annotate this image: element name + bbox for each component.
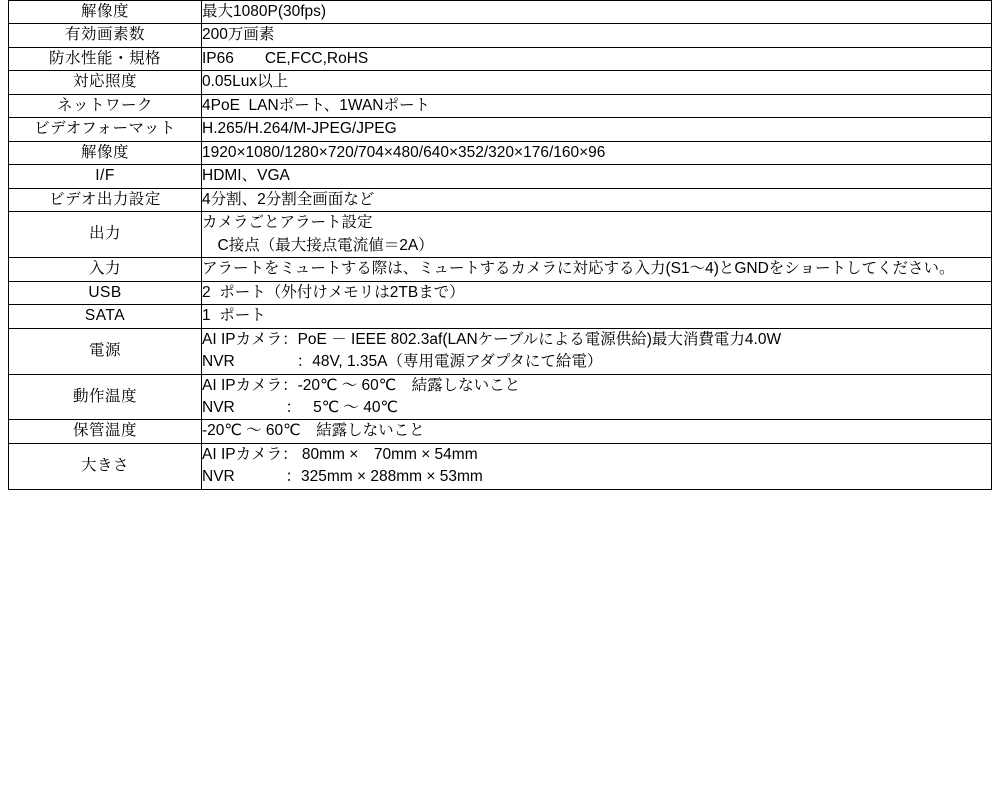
row-value — [202, 1, 992, 24]
row-label: 防水性能・規格 — [9, 47, 202, 70]
table-row — [9, 165, 992, 188]
table-row — [9, 328, 992, 374]
row-label: 入力 — [9, 258, 202, 281]
row-value — [202, 24, 992, 47]
row-value — [202, 141, 992, 164]
table-row — [9, 94, 992, 117]
row-value — [202, 118, 992, 141]
value-line: 200万画素 — [202, 26, 275, 44]
value-line: NVR ： 5℃ 〜 40℃ — [202, 398, 398, 416]
row-label: 動作温度 — [9, 374, 202, 420]
row-label: 保管温度 — [9, 420, 202, 443]
row-label: USB — [9, 281, 202, 304]
value-line: 0.05Lux以上 — [202, 73, 289, 91]
value-line: 4PoE LANポート、1WANポート — [202, 96, 430, 114]
value-line: AI IPカメラ： 80mm × 70mm × 54mm — [202, 445, 478, 463]
table-row — [9, 420, 992, 443]
row-value — [202, 94, 992, 117]
row-label: 大きさ — [9, 443, 202, 489]
value-line: カメラごとアラート設定 — [202, 214, 373, 232]
table-row — [9, 374, 992, 420]
table-row — [9, 47, 992, 70]
row-label: 出力 — [9, 212, 202, 258]
table-row — [9, 188, 992, 211]
row-label: SATA — [9, 305, 202, 328]
table-row — [9, 71, 992, 94]
value-line: 2 ポート（外付けメモリは2TBまで） — [202, 283, 465, 301]
value-line: C接点（最大接点電流値＝2A） — [202, 236, 434, 254]
table-row — [9, 141, 992, 164]
table-row — [9, 305, 992, 328]
row-label: 有効画素数 — [9, 24, 202, 47]
row-value — [202, 443, 992, 489]
value-line: 1 ポート — [202, 307, 266, 325]
table-row — [9, 118, 992, 141]
row-value — [202, 71, 992, 94]
row-label: I/F — [9, 165, 202, 188]
value-line: NVR ：48V, 1.35A（専用電源アダプタにて給電） — [202, 353, 603, 371]
specification-table — [8, 0, 992, 490]
value-line: HDMI、VGA — [202, 167, 290, 185]
table-row — [9, 281, 992, 304]
row-label: ビデオフォーマット — [9, 118, 202, 141]
table-body — [9, 1, 992, 490]
row-value — [202, 212, 992, 258]
row-label: 解像度 — [9, 141, 202, 164]
row-value — [202, 165, 992, 188]
row-value — [202, 305, 992, 328]
row-value — [202, 374, 992, 420]
value-line: -20℃ 〜 60℃ 結露しないこと — [202, 422, 425, 440]
value-line: 1920×1080/1280×720/704×480/640×352/320×176/160×96 — [202, 143, 606, 161]
row-label: ネットワーク — [9, 94, 202, 117]
row-value — [202, 47, 992, 70]
table-row — [9, 212, 992, 258]
value-line: IP66 CE,FCC,RoHS — [202, 49, 369, 67]
value-line: AI IPカメラ：-20℃ 〜 60℃ 結露しないこと — [202, 376, 521, 394]
row-value — [202, 281, 992, 304]
value-line: NVR ：325mm × 288mm × 53mm — [202, 468, 483, 486]
row-value — [202, 258, 992, 281]
row-value — [202, 188, 992, 211]
value-line: 最大1080P(30fps) — [202, 3, 327, 20]
table-row — [9, 258, 992, 281]
value-line: 4分割、2分割全画面など — [202, 190, 375, 208]
value-text: アラートをミュートする際は、ミュートするカメラに対応する入力(S1〜4)とGNDをショートしてください。 — [202, 260, 955, 278]
row-label: 解像度 — [9, 1, 202, 24]
table-row — [9, 1, 992, 24]
value-line: H.265/H.264/M-JPEG/JPEG — [202, 120, 397, 138]
table-row — [9, 443, 992, 489]
row-label: 対応照度 — [9, 71, 202, 94]
row-label: 電源 — [9, 328, 202, 374]
table-row — [9, 24, 992, 47]
row-value — [202, 420, 992, 443]
row-label: ビデオ出力設定 — [9, 188, 202, 211]
row-value — [202, 328, 992, 374]
value-line: AI IPカメラ：PoE － IEEE 802.3af(LANケーブルによる電源供給)最大消費電力4.0W — [202, 330, 782, 348]
